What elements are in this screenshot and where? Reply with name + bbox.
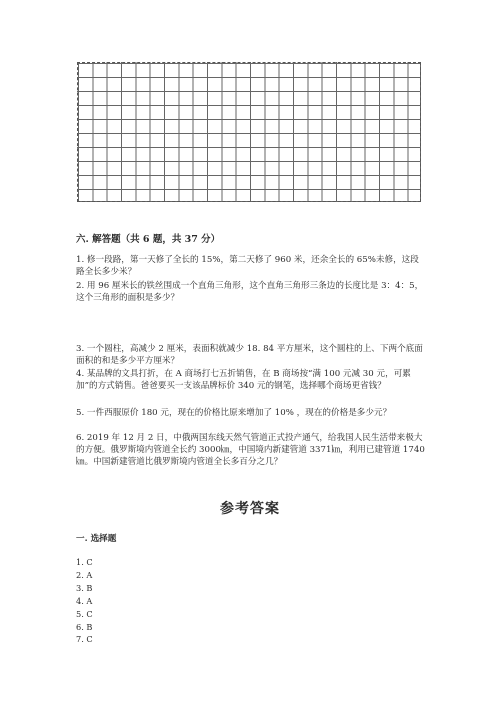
answer-item: 6. B xyxy=(76,621,93,632)
question-5: 5. 一件西服原价 180 元，现在的价格比原来增加了 10% ，现在的价格是多少元？ xyxy=(76,408,392,418)
answers-subtitle: 一. 选择题 xyxy=(76,534,117,544)
answer-item: 1. C xyxy=(76,557,93,567)
answer-item: 3. B xyxy=(76,582,93,593)
question-1: 1. 修一段路，第一天修了全长的 15%，第二天修了 960 米，还余全长的 65%未修，这段路全长多少米？ xyxy=(76,255,419,278)
answer-item: 4. A xyxy=(76,595,93,606)
answer-item: 5. C xyxy=(76,608,93,619)
question-6: 6. 2019 年 12 月 2 日，中俄两国东线天然气管道正式投产通气，给我国人民生活带来极大的方便。俄罗斯境内管道全长约 3000㎞，中国境内新建管道 3371㎞，利用已建管道 1740㎞。中国新建管道比俄罗斯境内管道全长多百分之几？ xyxy=(76,433,425,468)
question-4: 4. 某品牌的文具打折，在 A 商场打七五折销售，在 B 商场按“满 100 元减 30 元，可累加”的方式销售。爸爸要买一支该品牌标价 340 元的钢笔，选择哪个商场更省钱？ xyxy=(76,369,411,392)
answer-item: 2. A xyxy=(76,569,93,580)
section-title: 六. 解答题（共 6 题，共 37 分） xyxy=(76,234,221,245)
answers-title: 参考答案 xyxy=(220,501,280,517)
question-3: 3. 一个圆柱，高减少 2 厘米，表面积就减少 18. 84 平方厘米，这个圆柱的上、下两个底面面积的和是多少平方厘米？ xyxy=(76,344,423,367)
writing-grid xyxy=(77,62,421,202)
answer-item: 7. C xyxy=(76,634,93,645)
answer-list xyxy=(76,556,93,646)
question-2: 2. 用 96 厘米长的铁丝围成一个直角三角形，这个直角三角形三条边的长度比是 3：4：5，这个三角形的面积是多少？ xyxy=(76,281,424,304)
